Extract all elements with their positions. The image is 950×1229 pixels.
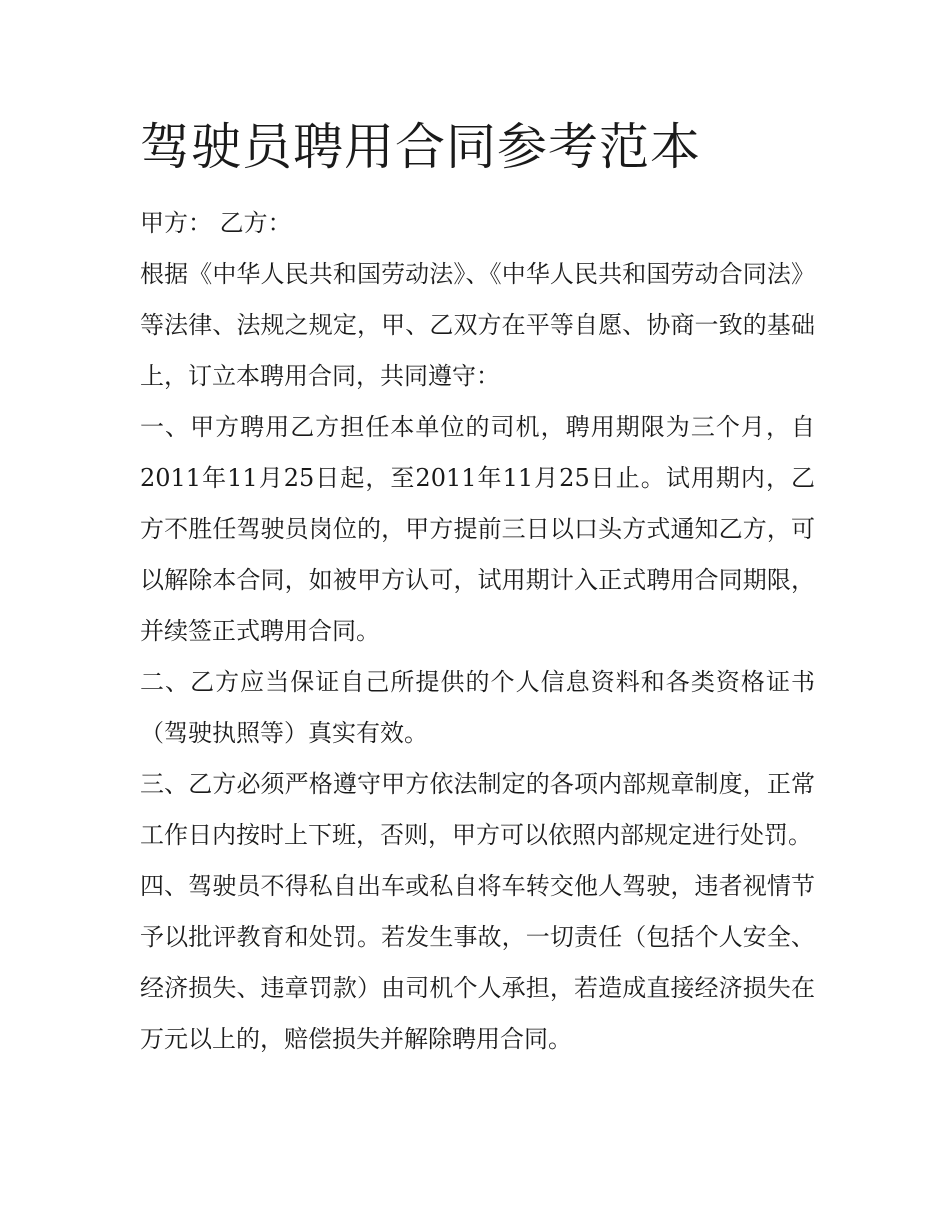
clause-3-paragraph: 三、乙方必须严格遵守甲方依法制定的各项内部规章制度，正常工作日内按时上下班，否则，甲方可以依照内部规定进行处罚。 (140, 770, 815, 849)
document-title: 驾驶员聘用合同参考范本 (140, 118, 701, 176)
clause-4-paragraph: 四、驾驶员不得私自出车或私自将车转交他人驾驶，违者视情节予以批评教育和处罚。若发生事故，一切责任（包括个人安全、经济损失、违章罚款）由司机个人承担，若造成直接经济损失在万元以上的，赔偿损失并解除聘用合同。 (140, 872, 815, 1053)
intro-paragraph: 根据《中华人民共和国劳动法》、《中华人民共和国劳动合同法》等法律、法规之规定，甲、乙双方在平等自愿、协商一致的基础上，订立本聘用合同，共同遵守： (140, 260, 815, 390)
clause-1-paragraph: 一、甲方聘用乙方担任本单位的司机，聘用期限为三个月，自2011年11月25日起，至2011年11月25日止。试用期内，乙方不胜任驾驶员岗位的，甲方提前三日以口头方式通知乙方，可以解除本合同，如被甲方认可，试用期计入正式聘用合同期限，并续签正式聘用合同。 (140, 413, 815, 645)
document-body (140, 198, 815, 1065)
parties-line: 甲方： 乙方： (140, 209, 292, 237)
clause-2-paragraph: 二、乙方应当保证自己所提供的个人信息资料和各类资格证书（驾驶执照等）真实有效。 (140, 668, 815, 747)
